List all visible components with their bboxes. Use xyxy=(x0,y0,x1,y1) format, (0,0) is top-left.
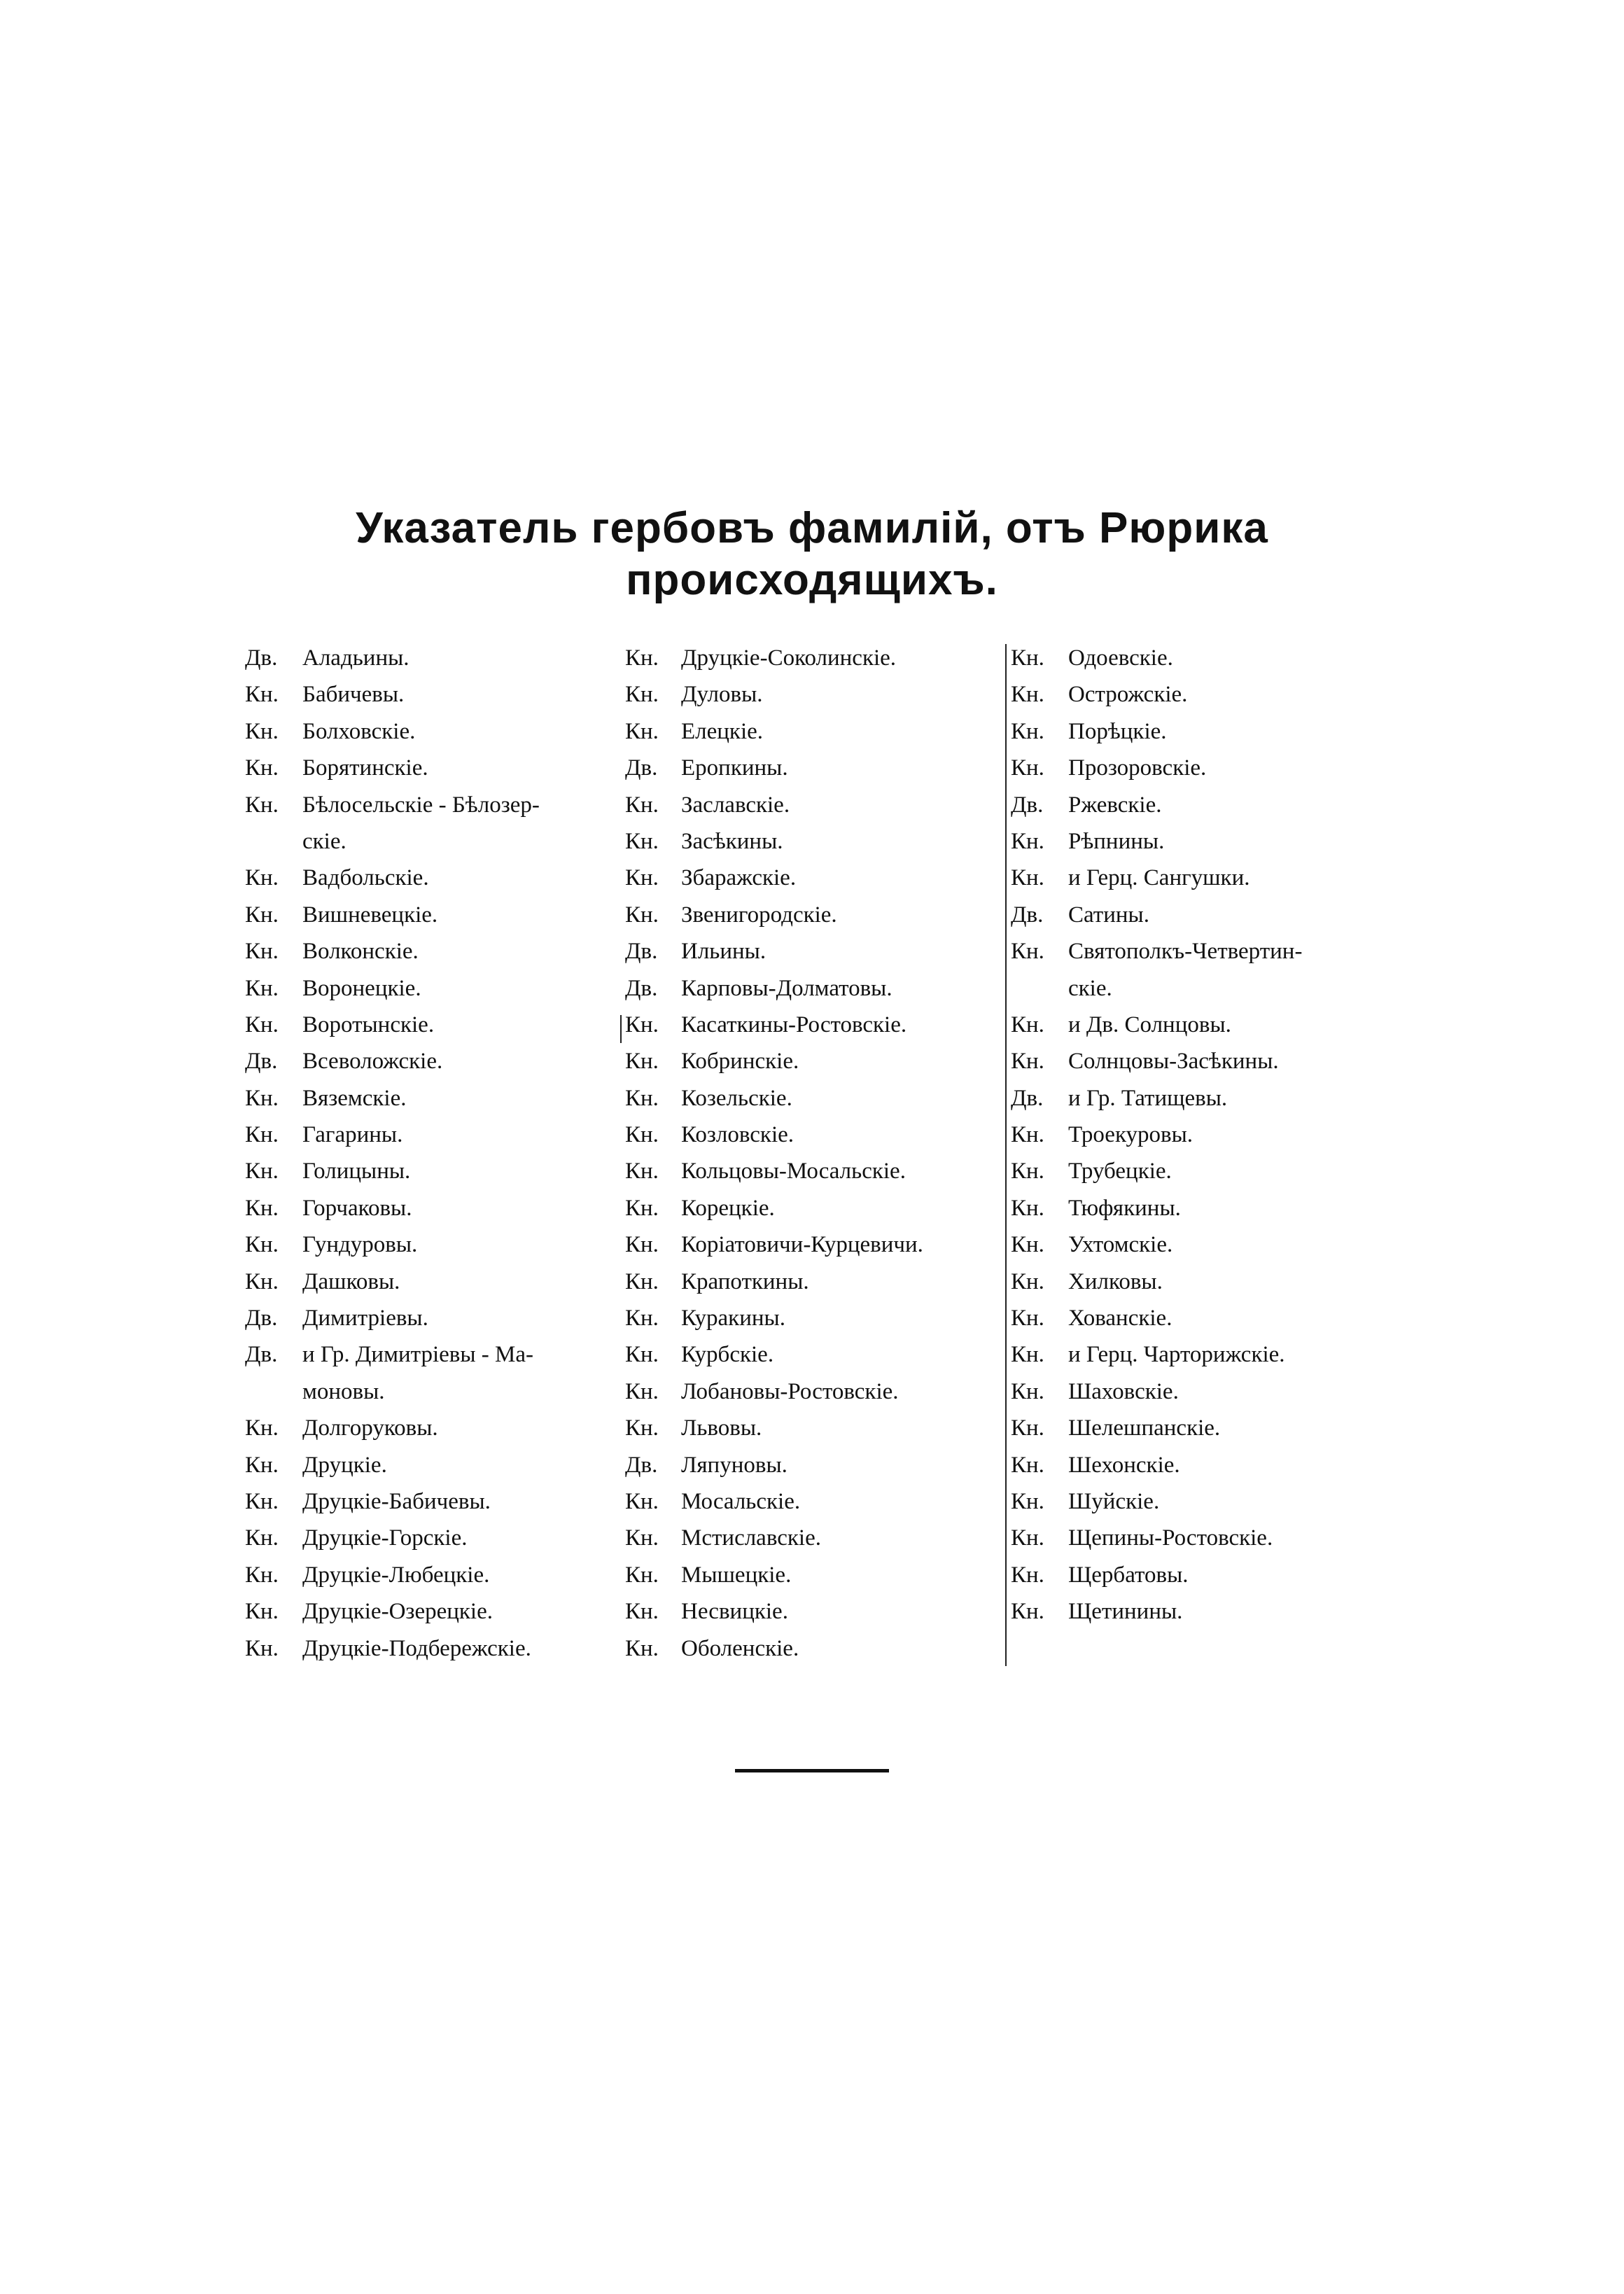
entry-rank: Кн. xyxy=(1011,1452,1044,1478)
entry-rank: Кн. xyxy=(1011,1525,1044,1551)
entry-rank: Кн. xyxy=(625,792,659,818)
index-entry xyxy=(625,1447,996,1483)
entry-family-name: Козельскiе. xyxy=(681,1085,792,1111)
entry-family-name: Касаткины-Ростовскiе. xyxy=(681,1012,907,1037)
index-entry xyxy=(625,897,996,933)
index-entry xyxy=(1011,1373,1403,1410)
entry-rank: Кн. xyxy=(625,1195,659,1221)
entry-rank: Кн. xyxy=(625,1342,659,1368)
entry-family-name: Козловскiе. xyxy=(681,1122,794,1148)
entry-rank: Кн. xyxy=(1011,1488,1044,1514)
index-entry xyxy=(245,1410,616,1446)
entry-rank: Кн. xyxy=(1011,828,1044,854)
entry-rank: Кн. xyxy=(245,865,279,891)
entry-family-name: Друцкiе-Любецкiе. xyxy=(302,1562,490,1588)
entry-family-name: Ухтомскiе. xyxy=(1068,1232,1173,1258)
index-column-2 xyxy=(625,640,996,1667)
entry-rank: Кн. xyxy=(245,902,279,928)
entry-rank: Кн. xyxy=(625,1268,659,1294)
entry-rank: Кн. xyxy=(625,1049,659,1075)
index-entry xyxy=(1011,1153,1403,1189)
entry-rank: Кн. xyxy=(245,792,279,818)
entry-family-name: Вадбольскiе. xyxy=(302,865,429,891)
index-entry xyxy=(1011,1557,1403,1593)
index-entry xyxy=(625,1630,996,1667)
entry-rank: Кн. xyxy=(1011,718,1044,744)
index-entry xyxy=(625,676,996,713)
entry-family-name: Вяземскiе. xyxy=(302,1085,407,1111)
index-entry xyxy=(625,1264,996,1300)
entry-family-name: Друцкiе-Бабичевы. xyxy=(302,1488,491,1514)
entry-family-name: Троекуровы. xyxy=(1068,1122,1194,1148)
entry-rank: Кн. xyxy=(625,1306,659,1331)
index-entry xyxy=(1011,1300,1403,1336)
entry-family-name: Горчаковы. xyxy=(302,1195,412,1221)
index-entry xyxy=(1011,1520,1403,1556)
index-entry xyxy=(1011,1336,1403,1373)
entry-family-name: Прозоровскiе. xyxy=(1068,755,1207,781)
index-entry xyxy=(625,1520,996,1556)
entry-family-name: Борятинскiе. xyxy=(302,755,428,781)
page-title xyxy=(0,503,1624,606)
index-entry xyxy=(245,1153,616,1189)
index-entry xyxy=(245,1264,616,1300)
entry-rank: Кн. xyxy=(1011,1159,1044,1184)
index-entry xyxy=(245,1226,616,1263)
entry-family-name: Дашковы. xyxy=(302,1268,400,1294)
entry-rank: Кн. xyxy=(245,975,279,1001)
entry-family-name: Рѣпнины. xyxy=(1068,828,1165,854)
entry-rank: Кн. xyxy=(625,1488,659,1514)
index-entry xyxy=(625,1483,996,1520)
index-entry xyxy=(245,640,616,676)
index-entry xyxy=(1011,860,1403,896)
index-entry xyxy=(245,1007,616,1043)
entry-rank: Кн. xyxy=(245,1635,279,1661)
entry-rank: Дв. xyxy=(625,939,658,965)
title-line-2: происходящихъ. xyxy=(626,556,998,604)
entry-rank: Кн. xyxy=(625,1012,659,1037)
index-entry xyxy=(625,1300,996,1336)
entry-family-name: Воротынскiе. xyxy=(302,1012,435,1037)
entry-family-name: Оболенскiе. xyxy=(681,1635,799,1661)
entry-family-name: Щербатовы. xyxy=(1068,1562,1189,1588)
index-entry xyxy=(1011,970,1403,1007)
index-entry xyxy=(245,1300,616,1336)
index-entry xyxy=(245,897,616,933)
entry-family-name: Ильины. xyxy=(681,939,766,965)
entry-rank: Дв. xyxy=(625,975,658,1001)
index-entry xyxy=(1011,1593,1403,1630)
index-entry xyxy=(1011,1007,1403,1043)
entry-family-name: Ляпуновы. xyxy=(681,1452,788,1478)
entry-family-name: скiе. xyxy=(1068,975,1112,1001)
index-entry xyxy=(625,1226,996,1263)
entry-rank: Кн. xyxy=(1011,1122,1044,1148)
entry-rank: Кн. xyxy=(245,1159,279,1184)
entry-family-name: Шелешпанскiе. xyxy=(1068,1415,1221,1441)
entry-rank: Дв. xyxy=(625,1452,658,1478)
entry-rank: Дв. xyxy=(245,1342,278,1368)
entry-rank: Кн. xyxy=(245,755,279,781)
entry-family-name: и Гр. Татищевы. xyxy=(1068,1085,1228,1111)
entry-rank: Кн. xyxy=(625,1635,659,1661)
entry-rank: Дв. xyxy=(1011,902,1044,928)
index-entry xyxy=(245,1373,616,1410)
entry-rank: Кн. xyxy=(625,1085,659,1111)
entry-family-name: Аладьины. xyxy=(302,645,410,671)
entry-rank: Кн. xyxy=(625,1562,659,1588)
index-entry xyxy=(245,1117,616,1153)
entry-rank: Кн. xyxy=(1011,1232,1044,1258)
entry-rank: Кн. xyxy=(1011,1415,1044,1441)
entry-rank: Кн. xyxy=(1011,1378,1044,1404)
entry-rank: Кн. xyxy=(245,1415,279,1441)
index-entry xyxy=(1011,1483,1403,1520)
title-line-1: Указатель гербовъ фамилiй, отъ Рюрика xyxy=(356,504,1268,552)
index-entry xyxy=(1011,823,1403,860)
entry-family-name: Засѣкины. xyxy=(681,828,783,854)
entry-family-name: Дуловы. xyxy=(681,682,763,708)
entry-rank: Кн. xyxy=(625,1599,659,1625)
index-entry xyxy=(1011,1264,1403,1300)
entry-family-name: Порѣцкiе. xyxy=(1068,718,1167,744)
index-entry xyxy=(1011,933,1403,970)
index-entry xyxy=(245,1080,616,1117)
entry-family-name: Шаховскiе. xyxy=(1068,1378,1179,1404)
entry-rank: Кн. xyxy=(245,1122,279,1148)
entry-family-name: и Гр. Димитрiевы - Ма- xyxy=(302,1342,533,1368)
entry-rank: Кн. xyxy=(625,865,659,891)
entry-rank: Кн. xyxy=(245,718,279,744)
index-entry xyxy=(245,1593,616,1630)
index-entry xyxy=(245,1483,616,1520)
entry-family-name: Заславскiе. xyxy=(681,792,790,818)
entry-family-name: и Дв. Солнцовы. xyxy=(1068,1012,1231,1037)
entry-rank: Дв. xyxy=(245,645,278,671)
entry-family-name: Всеволожскiе. xyxy=(302,1049,443,1075)
index-entry xyxy=(245,676,616,713)
entry-rank: Кн. xyxy=(1011,1268,1044,1294)
entry-rank: Кн. xyxy=(1011,1599,1044,1625)
entry-rank: Кн. xyxy=(1011,1049,1044,1075)
entry-family-name: Несвицкiе. xyxy=(681,1599,788,1625)
entry-rank: Кн. xyxy=(625,645,659,671)
entry-rank: Кн. xyxy=(1011,1342,1044,1368)
index-entry xyxy=(245,787,616,823)
entry-rank: Кн. xyxy=(625,1159,659,1184)
index-entry xyxy=(625,823,996,860)
entry-family-name: Тюфякины. xyxy=(1068,1195,1181,1221)
entry-family-name: Гундуровы. xyxy=(302,1232,418,1258)
entry-rank: Кн. xyxy=(625,1415,659,1441)
entry-family-name: и Герц. Чарторижскiе. xyxy=(1068,1342,1285,1368)
index-entry xyxy=(1011,787,1403,823)
entry-family-name: Трубецкiе. xyxy=(1068,1159,1172,1184)
entry-rank: Кн. xyxy=(625,1525,659,1551)
entry-family-name: Лобановы-Ростовскiе. xyxy=(681,1378,899,1404)
index-entry xyxy=(245,933,616,970)
index-column-3 xyxy=(1011,640,1403,1630)
entry-family-name: Корiатовичи-Курцевичи. xyxy=(681,1232,923,1258)
entry-rank: Дв. xyxy=(1011,792,1044,818)
entry-rank: Кн. xyxy=(625,1232,659,1258)
entry-rank: Кн. xyxy=(245,1452,279,1478)
entry-rank: Кн. xyxy=(1011,865,1044,891)
entry-family-name: Хилковы. xyxy=(1068,1268,1163,1294)
index-entry xyxy=(625,1336,996,1373)
entry-rank: Кн. xyxy=(245,682,279,708)
index-entry xyxy=(245,750,616,786)
entry-family-name: Кобринскiе. xyxy=(681,1049,799,1075)
entry-family-name: Воронецкiе. xyxy=(302,975,421,1001)
entry-family-name: Карповы-Долматовы. xyxy=(681,975,892,1001)
entry-rank: Кн. xyxy=(1011,682,1044,708)
entry-rank: Кн. xyxy=(245,1599,279,1625)
entry-rank: Дв. xyxy=(245,1306,278,1331)
entry-family-name: Еропкины. xyxy=(681,755,788,781)
index-entry xyxy=(625,860,996,896)
index-entry xyxy=(625,1043,996,1079)
entry-family-name: Куракины. xyxy=(681,1306,785,1331)
entry-rank: Кн. xyxy=(1011,1306,1044,1331)
entry-rank: Кн. xyxy=(625,718,659,744)
column-rule-right xyxy=(1005,644,1007,1666)
index-entry xyxy=(625,1593,996,1630)
index-entry xyxy=(245,1520,616,1556)
index-entry xyxy=(245,1630,616,1667)
column-rule-left xyxy=(620,1015,622,1043)
index-column-1 xyxy=(245,640,616,1667)
index-entry xyxy=(625,1117,996,1153)
index-entry xyxy=(625,1557,996,1593)
entry-family-name: Мосальскiе. xyxy=(681,1488,801,1514)
index-entry xyxy=(245,823,616,860)
index-entry xyxy=(1011,1447,1403,1483)
entry-rank: Кн. xyxy=(1011,939,1044,965)
index-entry xyxy=(625,1153,996,1189)
entry-rank: Кн. xyxy=(1011,1562,1044,1588)
index-entry xyxy=(625,1190,996,1226)
index-entry xyxy=(1011,897,1403,933)
entry-rank: Кн. xyxy=(625,1122,659,1148)
index-entry xyxy=(625,1080,996,1117)
index-entry xyxy=(1011,676,1403,713)
entry-family-name: Бѣлосельскiе - Бѣлозер- xyxy=(302,792,540,818)
index-entry xyxy=(1011,1226,1403,1263)
entry-rank: Кн. xyxy=(245,1268,279,1294)
entry-rank: Кн. xyxy=(625,682,659,708)
index-entry xyxy=(625,970,996,1007)
entry-rank: Кн. xyxy=(1011,755,1044,781)
index-entry xyxy=(245,713,616,750)
entry-rank: Кн. xyxy=(245,1232,279,1258)
entry-family-name: Святополкъ-Четвертин- xyxy=(1068,939,1303,965)
entry-family-name: Щетинины. xyxy=(1068,1599,1183,1625)
entry-family-name: Вишневецкiе. xyxy=(302,902,438,928)
entry-family-name: Звенигородскiе. xyxy=(681,902,837,928)
entry-rank: Кн. xyxy=(245,1488,279,1514)
index-entry xyxy=(625,750,996,786)
index-entry xyxy=(1011,1117,1403,1153)
entry-family-name: Сатины. xyxy=(1068,902,1149,928)
entry-family-name: Голицыны. xyxy=(302,1159,411,1184)
entry-family-name: Хованскiе. xyxy=(1068,1306,1172,1331)
entry-family-name: Друцкiе-Горскiе. xyxy=(302,1525,468,1551)
index-entry xyxy=(245,970,616,1007)
entry-family-name: Солнцовы-Засѣкины. xyxy=(1068,1049,1279,1075)
entry-family-name: Бабичевы. xyxy=(302,682,405,708)
entry-family-name: Болховскiе. xyxy=(302,718,416,744)
index-entry xyxy=(625,1410,996,1446)
entry-family-name: Друцкiе-Подбережскiе. xyxy=(302,1635,531,1661)
entry-family-name: Друцкiе. xyxy=(302,1452,387,1478)
entry-family-name: Шехонскiе. xyxy=(1068,1452,1180,1478)
entry-rank: Кн. xyxy=(1011,645,1044,671)
index-entry xyxy=(1011,1410,1403,1446)
entry-family-name: Кольцовы-Мосальскiе. xyxy=(681,1159,906,1184)
entry-family-name: Острожскiе. xyxy=(1068,682,1188,708)
index-entry xyxy=(1011,713,1403,750)
entry-family-name: и Герц. Сангушки. xyxy=(1068,865,1250,891)
index-entry xyxy=(625,933,996,970)
index-entry xyxy=(245,860,616,896)
entry-family-name: Друцкiе-Соколинскiе. xyxy=(681,645,897,671)
entry-rank: Кн. xyxy=(1011,1195,1044,1221)
entry-family-name: Мышецкiе. xyxy=(681,1562,792,1588)
entry-family-name: Львовы. xyxy=(681,1415,762,1441)
index-entry xyxy=(245,1447,616,1483)
index-entry xyxy=(245,1043,616,1079)
index-entry xyxy=(245,1336,616,1373)
entry-rank: Дв. xyxy=(245,1049,278,1075)
entry-rank: Кн. xyxy=(625,902,659,928)
entry-family-name: Долгоруковы. xyxy=(302,1415,438,1441)
entry-family-name: Друцкiе-Озерецкiе. xyxy=(302,1599,493,1625)
entry-rank: Дв. xyxy=(1011,1085,1044,1111)
entry-family-name: Крапоткины. xyxy=(681,1268,809,1294)
index-entry xyxy=(1011,750,1403,786)
entry-family-name: Шуйскiе. xyxy=(1068,1488,1160,1514)
index-entry xyxy=(1011,1080,1403,1117)
index-entry xyxy=(625,640,996,676)
index-entry xyxy=(1011,1190,1403,1226)
entry-family-name: Ржевскiе. xyxy=(1068,792,1162,818)
entry-family-name: Волконскiе. xyxy=(302,939,419,965)
entry-rank: Кн. xyxy=(245,1012,279,1037)
entry-rank: Кн. xyxy=(245,1195,279,1221)
entry-family-name: моновы. xyxy=(302,1378,385,1404)
index-entry xyxy=(625,787,996,823)
index-entry xyxy=(245,1557,616,1593)
index-entry xyxy=(625,1373,996,1410)
entry-rank: Дв. xyxy=(625,755,658,781)
entry-rank: Кн. xyxy=(245,1085,279,1111)
entry-rank: Кн. xyxy=(245,1525,279,1551)
entry-rank: Кн. xyxy=(625,1378,659,1404)
entry-family-name: Одоевскiе. xyxy=(1068,645,1173,671)
entry-rank: Кн. xyxy=(245,1562,279,1588)
entry-family-name: Гагарины. xyxy=(302,1122,403,1148)
entry-rank: Кн. xyxy=(625,828,659,854)
entry-family-name: Курбскiе. xyxy=(681,1342,774,1368)
entry-family-name: Мстиславскiе. xyxy=(681,1525,821,1551)
entry-family-name: Корецкiе. xyxy=(681,1195,775,1221)
entry-family-name: Збаражскiе. xyxy=(681,865,797,891)
index-entry xyxy=(1011,1043,1403,1079)
index-entry xyxy=(625,1007,996,1043)
entry-family-name: скiе. xyxy=(302,828,346,854)
entry-family-name: Елецкiе. xyxy=(681,718,764,744)
index-entry xyxy=(245,1190,616,1226)
entry-family-name: Щепины-Ростовскiе. xyxy=(1068,1525,1273,1551)
entry-family-name: Димитрiевы. xyxy=(302,1306,428,1331)
index-entry xyxy=(1011,640,1403,676)
closing-rule xyxy=(735,1769,889,1772)
entry-rank: Кн. xyxy=(1011,1012,1044,1037)
index-entry xyxy=(625,713,996,750)
entry-rank: Кн. xyxy=(245,939,279,965)
